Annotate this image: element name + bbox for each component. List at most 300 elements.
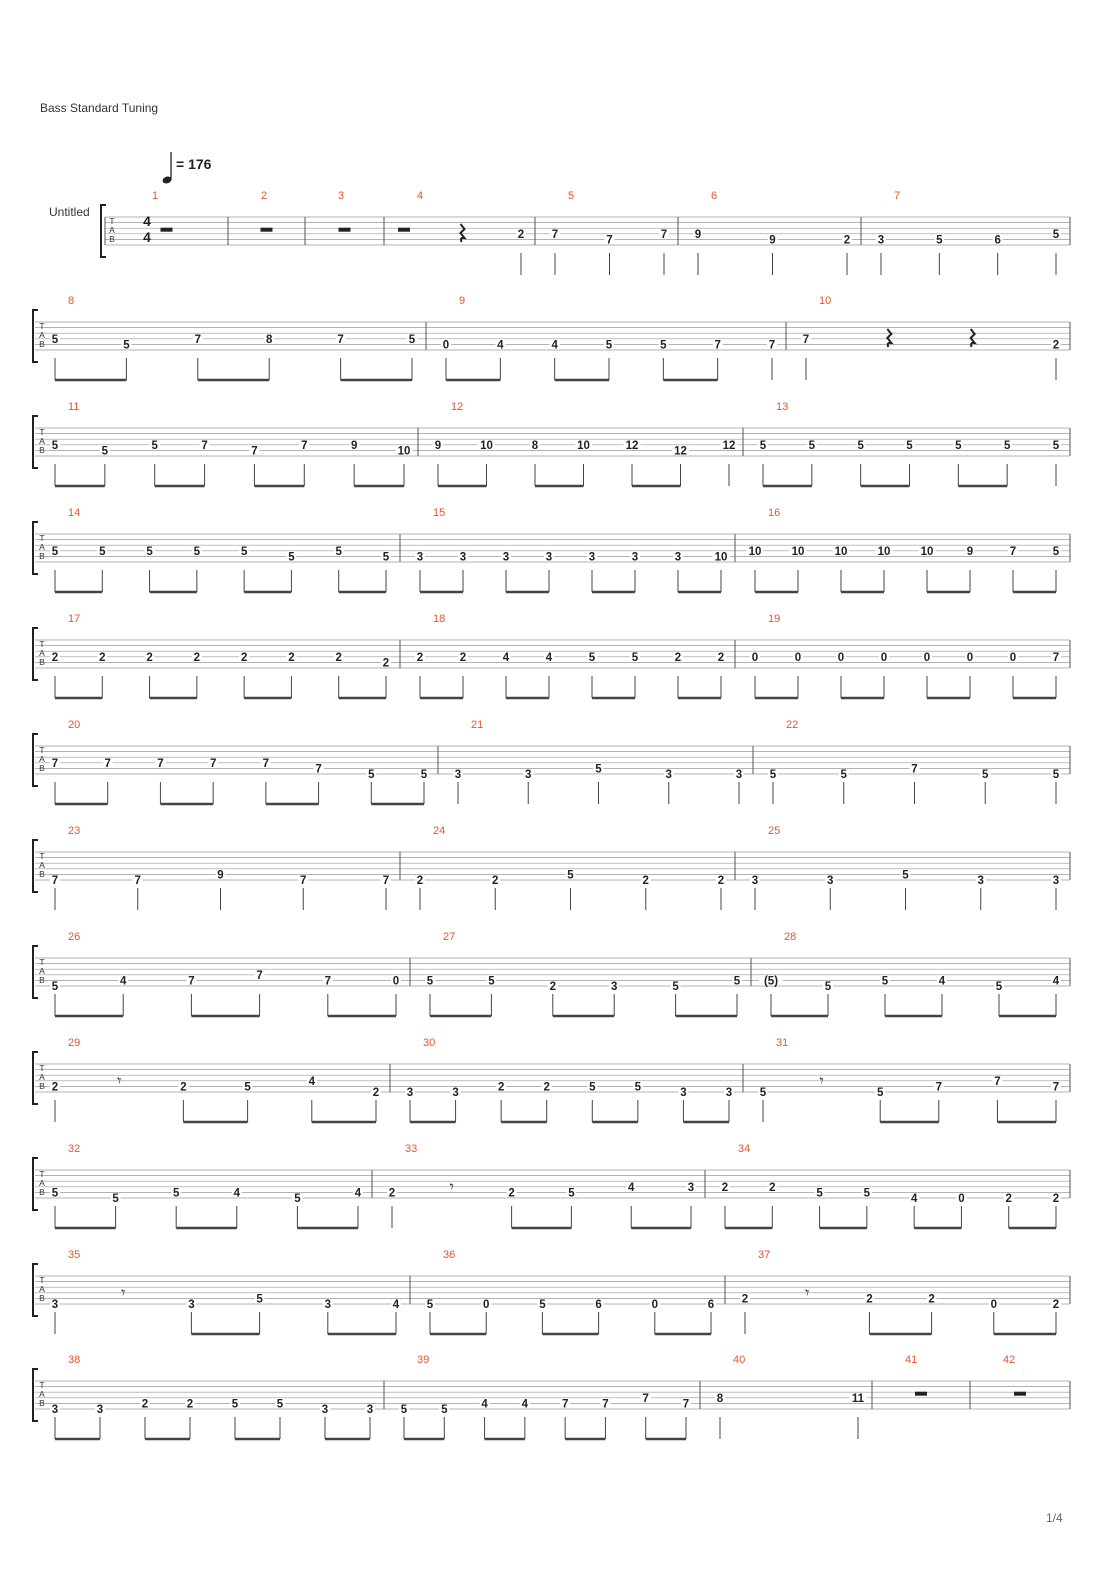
fret-number: 2 xyxy=(240,651,248,664)
fret-number: 7 xyxy=(209,757,217,770)
fret-number: 3 xyxy=(452,1087,459,1099)
fret-number: 2 xyxy=(382,657,390,670)
fret-number: 10 xyxy=(920,545,934,558)
time-signature-top: 4 xyxy=(143,213,151,229)
fret-number: 5 xyxy=(840,769,847,781)
tab-clef-letter: B xyxy=(39,657,45,667)
fret-number: 5 xyxy=(426,1299,434,1311)
fret-number: 5 xyxy=(1052,228,1060,241)
track-name: Untitled xyxy=(49,205,90,219)
fret-number: 7 xyxy=(201,439,208,452)
fret-number: 7 xyxy=(802,333,810,346)
fret-number: 4 xyxy=(354,1187,362,1200)
measure-number: 38 xyxy=(68,1354,81,1366)
measure-number: 8 xyxy=(68,295,75,307)
fret-number: 5 xyxy=(146,545,153,558)
time-signature-bottom: 4 xyxy=(143,229,151,245)
fret-number: 5 xyxy=(123,339,130,352)
fret-number: 3 xyxy=(324,1299,332,1311)
fret-number: 7 xyxy=(551,228,559,241)
fret-number: 0 xyxy=(990,1299,998,1311)
fret-number: 3 xyxy=(610,981,618,993)
measure-number: 29 xyxy=(68,1037,81,1049)
fret-number: 9 xyxy=(434,439,442,452)
tuning-label: Bass Standard Tuning xyxy=(40,101,159,115)
fret-number: 5 xyxy=(441,1404,448,1416)
fret-number: 2 xyxy=(508,1187,515,1200)
fret-number: 6 xyxy=(994,234,1001,247)
fret-number: 7 xyxy=(256,969,263,982)
fret-number: 9 xyxy=(694,228,702,241)
fret-number: 0 xyxy=(966,651,974,664)
fret-number: 5 xyxy=(288,551,295,564)
fret-number: 3 xyxy=(877,234,885,247)
fret-number: 4 xyxy=(119,975,127,988)
fret-number: 10 xyxy=(397,445,411,458)
tempo-value: = 176 xyxy=(176,156,212,172)
measure-number: 24 xyxy=(433,825,446,837)
tab-clef-letter: T xyxy=(39,745,45,755)
tab-clef-letter: T xyxy=(39,533,45,543)
fret-number: 6 xyxy=(707,1299,715,1311)
fret-number: 10 xyxy=(577,439,590,452)
fret-number: 5 xyxy=(588,651,596,664)
fret-number: 7 xyxy=(188,975,195,988)
fret-number: 7 xyxy=(935,1081,943,1094)
fret-number: 5 xyxy=(824,981,832,993)
fret-number: 9 xyxy=(966,545,974,558)
tab-clef-letter: B xyxy=(39,445,45,455)
fret-number: 5 xyxy=(539,1299,546,1311)
measure-number: 33 xyxy=(405,1143,418,1155)
fret-number: 5 xyxy=(995,981,1003,993)
fret-number: 4 xyxy=(551,339,558,352)
fret-number: 5 xyxy=(244,1081,251,1094)
tab-clef-letter: B xyxy=(109,234,115,244)
fret-number: 7 xyxy=(660,228,668,241)
fret-number: 3 xyxy=(51,1404,59,1416)
eighth-rest: 𝄾 xyxy=(805,1282,810,1302)
system-bracket xyxy=(33,734,38,786)
measure-number: 9 xyxy=(459,295,466,307)
fret-number: 7 xyxy=(602,1398,609,1411)
fret-number: 2 xyxy=(372,1087,380,1099)
fret-number: 7 xyxy=(51,875,59,887)
fret-number: 4 xyxy=(233,1187,241,1200)
tab-clef-letter: T xyxy=(39,957,45,967)
measure-number: 26 xyxy=(68,931,81,943)
fret-number: 10 xyxy=(791,545,805,558)
fret-number: 7 xyxy=(194,333,202,346)
half-rest xyxy=(261,228,273,232)
fret-number: 5 xyxy=(51,1187,59,1200)
fret-number: 5 xyxy=(816,1187,823,1200)
fret-number: 7 xyxy=(606,234,613,247)
measure-number: 10 xyxy=(819,295,832,307)
measure-number: 11 xyxy=(68,401,80,413)
system-bracket xyxy=(33,1158,38,1210)
tab-clef-letter: T xyxy=(39,321,45,331)
system-bracket xyxy=(33,310,38,362)
fret-number: 5 xyxy=(857,439,864,452)
tab-clef-letter: B xyxy=(39,1398,45,1408)
fret-number: 5 xyxy=(631,651,639,664)
fret-number: 3 xyxy=(96,1404,104,1416)
measure-number: 3 xyxy=(338,190,345,202)
fret-number: 5 xyxy=(240,545,248,558)
measure-number: 39 xyxy=(417,1354,430,1366)
fret-number: 5 xyxy=(488,975,495,988)
half-rest xyxy=(915,1392,927,1396)
fret-number: 7 xyxy=(315,763,322,776)
fret-number: 4 xyxy=(938,975,946,988)
fret-number: 5 xyxy=(759,439,767,452)
fret-number: 5 xyxy=(595,763,602,776)
fret-number: 3 xyxy=(631,551,639,564)
fret-number: 3 xyxy=(525,769,532,781)
measure-number: 21 xyxy=(471,719,484,731)
fret-number: 2 xyxy=(180,1081,187,1094)
fret-number: 5 xyxy=(51,545,59,558)
eighth-rest: 𝄾 xyxy=(121,1282,126,1302)
fret-number: 2 xyxy=(1052,1299,1060,1311)
tab-clef-letter: T xyxy=(109,216,115,226)
measure-number: 6 xyxy=(711,190,718,202)
fret-number: 3 xyxy=(827,875,834,887)
fret-number: 4 xyxy=(497,339,504,352)
fret-number: 0 xyxy=(923,651,931,664)
half-rest xyxy=(161,228,173,232)
fret-number: 10 xyxy=(714,551,728,564)
fret-number: 5 xyxy=(881,975,889,988)
fret-number: 2 xyxy=(416,651,424,664)
fret-number: 0 xyxy=(837,651,845,664)
fret-number: 7 xyxy=(714,339,721,352)
page-number: 1/4 xyxy=(1046,1511,1063,1525)
tab-clef-letter: B xyxy=(39,339,45,349)
fret-number: 7 xyxy=(300,875,307,887)
tab-clef-letter: A xyxy=(39,436,45,446)
measure-number: 13 xyxy=(776,401,789,413)
fret-number: 7 xyxy=(251,445,258,458)
fret-number: 2 xyxy=(497,1081,505,1094)
measure-number: 2 xyxy=(261,190,268,202)
fret-number: 0 xyxy=(794,651,802,664)
fret-number: 7 xyxy=(642,1392,649,1405)
fret-number: 3 xyxy=(680,1087,687,1099)
fret-number: 7 xyxy=(157,757,164,770)
system-bracket xyxy=(33,946,38,998)
system-bracket xyxy=(33,840,38,892)
fret-number: 5 xyxy=(567,869,574,882)
system-bracket xyxy=(33,1264,38,1316)
fret-number: 5 xyxy=(1052,439,1060,452)
measure-number: 7 xyxy=(894,190,901,202)
fret-number: 7 xyxy=(1052,651,1060,664)
measure-number: 22 xyxy=(786,719,799,731)
measure-number: 35 xyxy=(68,1249,81,1261)
fret-number: 2 xyxy=(717,875,725,887)
measure-number: 14 xyxy=(68,507,81,519)
tab-clef-letter: A xyxy=(109,225,115,235)
fret-number: 8 xyxy=(265,333,273,346)
tab-clef-letter: T xyxy=(39,1063,45,1073)
fret-number: 8 xyxy=(531,439,539,452)
tab-clef-letter: A xyxy=(39,330,45,340)
eighth-rest: 𝄾 xyxy=(449,1176,454,1196)
fret-number: 5 xyxy=(982,769,989,781)
fret-number: 2 xyxy=(721,1181,729,1194)
fret-number: 5 xyxy=(426,975,434,988)
fret-number: 5 xyxy=(955,439,962,452)
fret-number: 2 xyxy=(769,1181,776,1194)
half-rest xyxy=(339,228,351,232)
fret-number: 2 xyxy=(1052,1193,1060,1205)
measure-number: 32 xyxy=(68,1143,81,1155)
tab-clef-letter: T xyxy=(39,1169,45,1179)
fret-number: 5 xyxy=(193,545,201,558)
fret-number: 7 xyxy=(1052,1081,1060,1094)
fret-number: 0 xyxy=(651,1299,659,1311)
fret-number: 5 xyxy=(1052,769,1060,781)
fret-number: 0 xyxy=(880,651,888,664)
fret-number: 3 xyxy=(502,551,510,564)
measure-number: 20 xyxy=(68,719,81,731)
system-bracket xyxy=(33,628,38,680)
fret-number: 2 xyxy=(674,651,682,664)
fret-number: 7 xyxy=(337,333,344,346)
fret-number: 10 xyxy=(748,545,762,558)
fret-number: 5 xyxy=(634,1081,642,1094)
fret-number: 3 xyxy=(406,1087,414,1099)
fret-number: 2 xyxy=(416,875,424,887)
fret-number: 2 xyxy=(928,1293,935,1306)
measure-number: 1 xyxy=(152,190,159,202)
fret-number: 2 xyxy=(717,651,725,664)
fret-number: 5 xyxy=(733,975,741,988)
fret-number: 7 xyxy=(911,763,918,776)
fret-number: 2 xyxy=(186,1398,194,1411)
fret-number: 5 xyxy=(400,1404,408,1416)
fret-number: 4 xyxy=(481,1398,488,1411)
fret-number: 5 xyxy=(568,1187,575,1200)
fret-number: 2 xyxy=(335,651,342,664)
measure-number: 12 xyxy=(451,401,464,413)
fret-number: 2 xyxy=(866,1293,873,1306)
fret-number: 2 xyxy=(146,651,153,664)
fret-number: 2 xyxy=(193,651,201,664)
fret-number: 5 xyxy=(294,1193,301,1205)
fret-number: 3 xyxy=(687,1181,695,1194)
eighth-rest: 𝄾 xyxy=(117,1070,122,1090)
tab-clef-letter: A xyxy=(39,648,45,658)
fret-number: 4 xyxy=(545,651,553,664)
fret-number: 10 xyxy=(834,545,848,558)
fret-number: 5 xyxy=(808,439,816,452)
fret-number: 5 xyxy=(1052,545,1060,558)
fret-number: 5 xyxy=(936,234,943,247)
fret-number: 5 xyxy=(231,1398,239,1411)
fret-number: 5 xyxy=(1003,439,1011,452)
fret-number: 3 xyxy=(674,551,682,564)
fret-number: 3 xyxy=(725,1087,733,1099)
system-bracket xyxy=(33,1052,38,1104)
fret-number: 5 xyxy=(51,981,59,993)
fret-number: 3 xyxy=(977,875,984,887)
measure-number: 37 xyxy=(758,1249,771,1261)
fret-number: 3 xyxy=(1052,875,1060,887)
fret-number: 10 xyxy=(877,545,891,558)
fret-number: 8 xyxy=(716,1392,724,1405)
fret-number: 5 xyxy=(382,551,390,564)
fret-number: 5 xyxy=(589,1081,596,1094)
tab-clef-letter: A xyxy=(39,1284,45,1294)
fret-number: 5 xyxy=(172,1187,180,1200)
tab-clef-letter: A xyxy=(39,754,45,764)
fret-number: 3 xyxy=(665,769,672,781)
measure-number: 31 xyxy=(776,1037,789,1049)
system-bracket xyxy=(33,1369,38,1421)
tab-clef-letter: B xyxy=(39,1081,45,1091)
measure-number: 42 xyxy=(1003,1354,1016,1366)
fret-number: 4 xyxy=(627,1181,635,1194)
fret-number: 10 xyxy=(480,439,493,452)
fret-number: 5 xyxy=(672,981,679,993)
system-bracket xyxy=(33,522,38,574)
fret-number: 0 xyxy=(958,1193,965,1205)
fret-number: 3 xyxy=(188,1299,195,1311)
fret-number: 9 xyxy=(217,869,224,882)
measure-number: 23 xyxy=(68,825,81,837)
fret-number: 5 xyxy=(876,1087,884,1099)
tab-clef-letter: B xyxy=(39,975,45,985)
fret-number: 2 xyxy=(99,651,106,664)
fret-number: 12 xyxy=(674,445,687,458)
tab-clef-letter: A xyxy=(39,1389,45,1399)
fret-number: 5 xyxy=(408,333,416,346)
fret-number: 5 xyxy=(902,869,909,882)
fret-number: 7 xyxy=(382,875,390,887)
fret-number: 4 xyxy=(308,1075,316,1088)
measure-number: 25 xyxy=(768,825,781,837)
fret-number: 7 xyxy=(561,1398,569,1411)
measure-number: 15 xyxy=(433,507,446,519)
fret-number: 3 xyxy=(545,551,553,564)
fret-number: 7 xyxy=(134,875,141,887)
tab-clef-letter: A xyxy=(39,1178,45,1188)
fret-number: 4 xyxy=(392,1299,400,1311)
fret-number: 12 xyxy=(625,439,639,452)
tab-clef-letter: A xyxy=(39,966,45,976)
fret-number: 5 xyxy=(51,439,59,452)
tab-clef-letter: B xyxy=(39,869,45,879)
measure-number: 28 xyxy=(784,931,797,943)
measure-number: 30 xyxy=(423,1037,436,1049)
fret-number: 0 xyxy=(392,975,400,988)
fret-number: 3 xyxy=(51,1299,59,1311)
fret-number: 3 xyxy=(751,875,759,887)
measure-number: 36 xyxy=(443,1249,456,1261)
fret-number: 2 xyxy=(543,1081,550,1094)
measure-number: 40 xyxy=(733,1354,746,1366)
fret-number: 7 xyxy=(301,439,308,452)
fret-number: 4 xyxy=(1052,975,1060,988)
fret-number: 2 xyxy=(51,651,59,664)
half-rest xyxy=(1014,1392,1026,1396)
fret-number: 7 xyxy=(768,339,776,352)
fret-number: 7 xyxy=(994,1075,1001,1088)
tab-clef-letter: T xyxy=(39,851,45,861)
fret-number: 7 xyxy=(262,757,270,770)
fret-number: 5 xyxy=(276,1398,284,1411)
fret-number: 2 xyxy=(517,228,525,241)
fret-number: 4 xyxy=(910,1193,918,1205)
fret-number: 5 xyxy=(51,333,59,346)
fret-number: 9 xyxy=(769,234,776,247)
tab-clef-letter: T xyxy=(39,1275,45,1285)
fret-number: 2 xyxy=(843,234,851,247)
fret-number: 2 xyxy=(642,875,649,887)
fret-number: 3 xyxy=(735,769,743,781)
tab-clef-letter: A xyxy=(39,542,45,552)
fret-number: 5 xyxy=(759,1087,767,1099)
fret-number: 2 xyxy=(141,1398,149,1411)
fret-number: 5 xyxy=(769,769,777,781)
fret-number: 3 xyxy=(454,769,462,781)
fret-number: 5 xyxy=(335,545,342,558)
fret-number: 3 xyxy=(588,551,596,564)
fret-number: 0 xyxy=(482,1299,490,1311)
tab-clef-letter: A xyxy=(39,860,45,870)
fret-number: 5 xyxy=(112,1193,119,1205)
fret-number: 5 xyxy=(420,769,428,781)
fret-number: 0 xyxy=(1009,651,1017,664)
fret-number: 3 xyxy=(321,1404,329,1416)
fret-number: 5 xyxy=(101,445,109,458)
tab-clef-letter: T xyxy=(39,639,45,649)
fret-number: 9 xyxy=(350,439,358,452)
fret-number: 5 xyxy=(99,545,106,558)
fret-number: 2 xyxy=(1005,1193,1012,1205)
fret-number: 3 xyxy=(416,551,424,564)
fret-number: 7 xyxy=(1009,545,1017,558)
measure-number: 16 xyxy=(768,507,781,519)
fret-number: 0 xyxy=(751,651,759,664)
fret-number: 11 xyxy=(851,1392,865,1405)
measure-number: 19 xyxy=(768,613,781,625)
fret-number: 5 xyxy=(660,339,667,352)
measure-number: 34 xyxy=(738,1143,751,1155)
measure-number: 5 xyxy=(568,190,575,202)
measure-number: 17 xyxy=(68,613,81,625)
fret-number: 2 xyxy=(388,1187,396,1200)
fret-number: 7 xyxy=(104,757,111,770)
fret-number: 2 xyxy=(549,981,557,993)
fret-number: 5 xyxy=(256,1293,263,1306)
fret-number: (5) xyxy=(763,975,779,988)
fret-number: 5 xyxy=(863,1187,871,1200)
tab-clef-letter: B xyxy=(39,1187,45,1197)
tab-clef-letter: B xyxy=(39,551,45,561)
fret-number: 2 xyxy=(741,1293,749,1306)
measure-number: 18 xyxy=(433,613,446,625)
fret-number: 7 xyxy=(682,1398,690,1411)
fret-number: 4 xyxy=(521,1398,529,1411)
fret-number: 0 xyxy=(442,339,450,352)
tab-clef-letter: T xyxy=(39,1380,45,1390)
half-rest xyxy=(398,228,410,232)
fret-number: 12 xyxy=(722,439,736,452)
